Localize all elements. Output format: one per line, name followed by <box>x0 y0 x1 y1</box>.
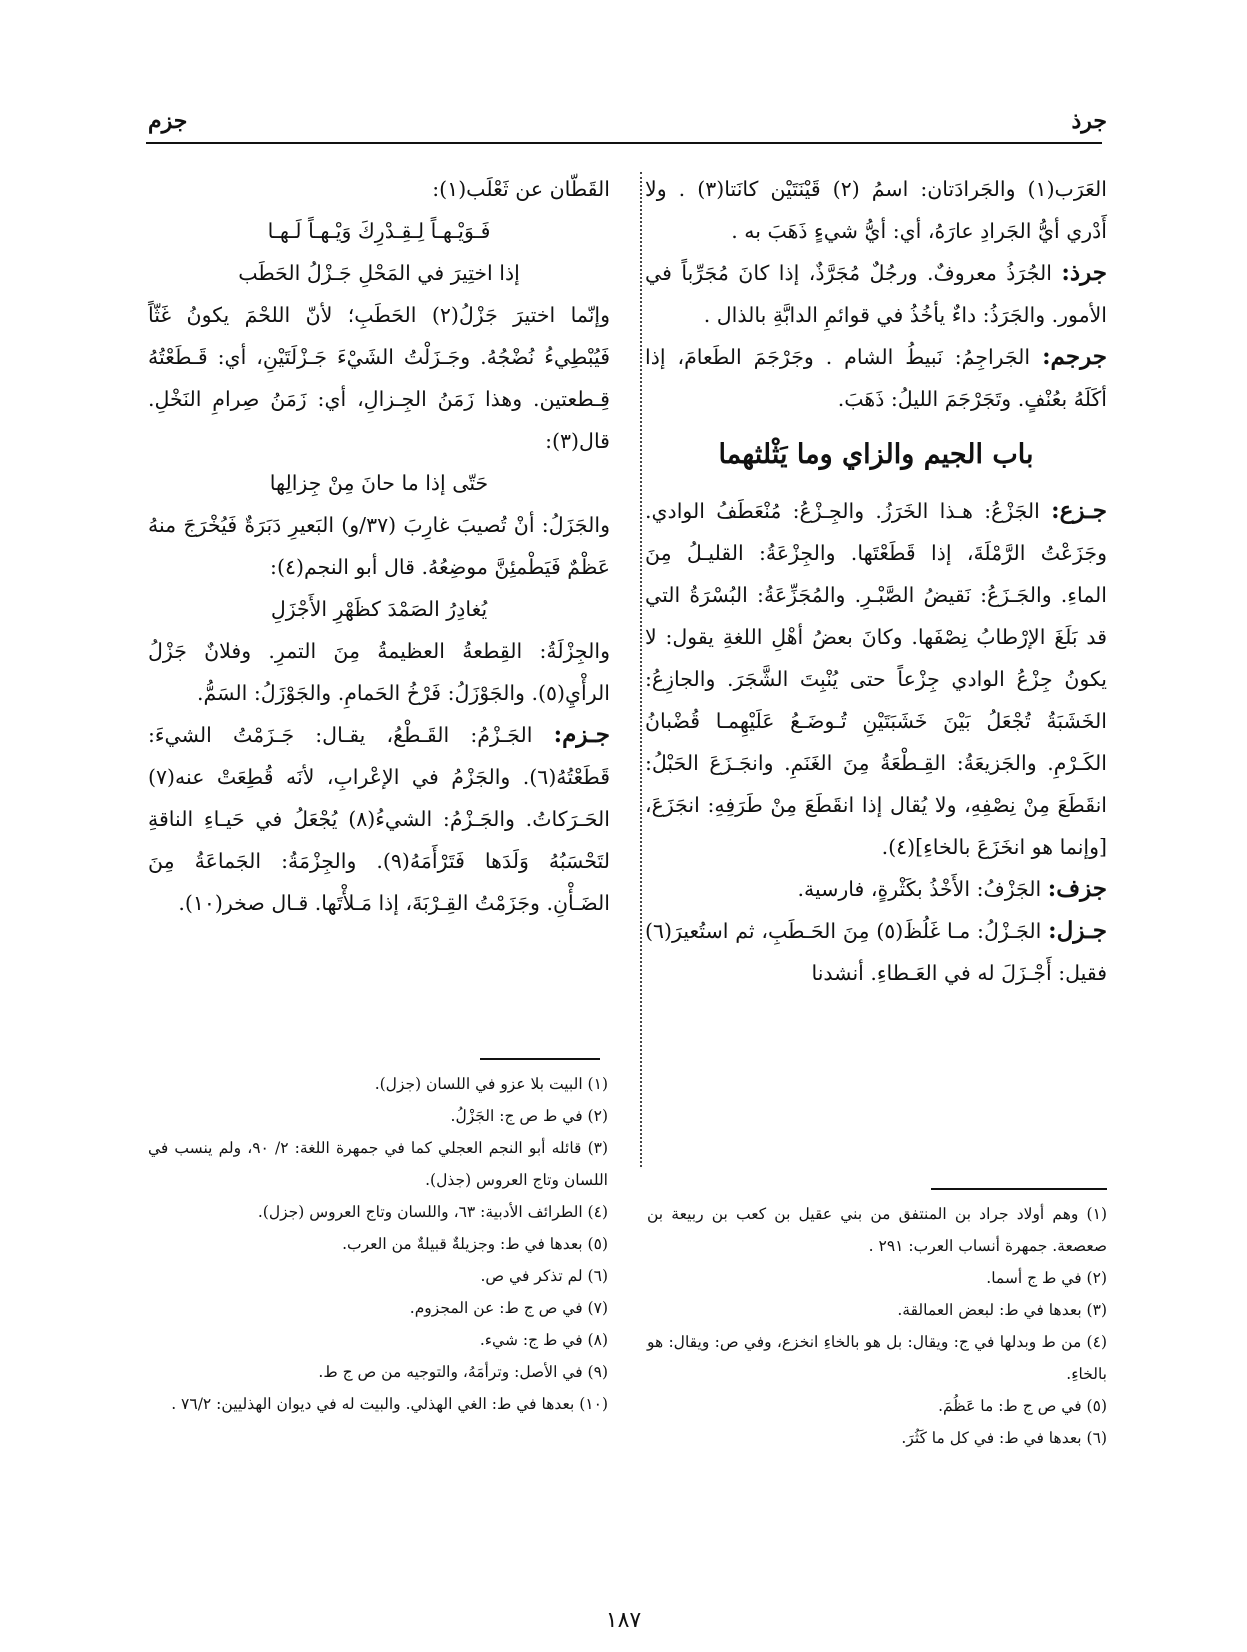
running-head-left: جزم <box>148 108 188 134</box>
left-column <box>148 168 610 924</box>
entry-text: الجَزْفُ: الأَخْذُ بكَثْرةٍ، فارسية. <box>797 877 1048 901</box>
footnotes-right <box>647 1198 1107 1454</box>
footnote: (٦) بعدها في ط: في كل ما كَثُرَ. <box>901 1429 1107 1447</box>
running-head-right: جرذ <box>1071 108 1107 134</box>
headword: جرذ: <box>1061 259 1107 286</box>
footnote: (٣) قائله أبو النجم العجلي كما في جمهرة اللغة: ٢/ ٩٠، ولم ينسب في اللسان وتاج العروس (جذل). <box>148 1139 609 1189</box>
footnote: (٧) في ص ج ط: عن المجزوم. <box>409 1299 608 1317</box>
footnote: (١) وهم أولاد جراد بن المنتفق من بني عقيل بن كعب بن ربيعة بن صعصعة. جمهرة أنساب العرب: ٢٩١ . <box>647 1205 1107 1255</box>
entry-jz3 <box>645 490 1107 868</box>
entry-jzf <box>645 868 1107 910</box>
footnote-rule-left <box>480 1058 600 1060</box>
body-paragraph: والجِزْلَةُ: القِطعةُ العظيمةُ مِنَ التمرِ. وفلانٌ جَزْلُ الرأْيِ(٥). والجَوْزَلُ: فَرْخُ الحَمامِ. والجَوْزَلُ: السَمُّ. <box>148 639 610 705</box>
column-divider <box>640 172 642 1167</box>
right-column <box>645 168 1107 994</box>
footnote: (٥) في ص ج ط: ما عَظُمَ. <box>938 1397 1107 1415</box>
footnote: (٨) في ط ج: شيء. <box>479 1331 608 1349</box>
body-paragraph: وإنّما اختيرَ جَزْلُ(٢) الحَطَبِ؛ لأنّ اللحْمَ يكونُ غَثّاً فَيُبْطِيءُ نُضْجُهُ. وجَـزَلْتُ الشَيْءَ جَـزْلَتَيْنِ، أي: قَـطَعْتُهُ قِـطعتين. وهذا زَمَنُ الجِـزالِ، أي: زَمَنُ صِرامِ النَخْلِ. قال(٣): <box>148 303 610 453</box>
verse-line: يُغادِرُ الصَمْدَ كظَهْرِ الأَجْزَلِ <box>270 597 488 621</box>
page-number: ١٨٧ <box>605 1608 642 1633</box>
footnote: (٢) في ط ص ج: الجَزْلُ. <box>450 1107 608 1125</box>
footnote: (١) البيت بلا عزو في اللسان (جزل). <box>374 1075 608 1093</box>
verse-line: فَـوَيْـهـاً لِـقِـدْرِكَ وَيْـهـاً لَـهـا <box>267 219 491 243</box>
header-rule <box>146 142 1102 144</box>
entry-text: الجُرَذُ معروفٌ. ورجُلٌ مُجَرَّذٌ، إذا كانَ مُجَرِّباً في الأمور. والجَرَذُ: داءٌ يأخُذُ في قوائمِ الدابَّةِ بالذال . <box>645 261 1107 327</box>
footnote: (٤) الطرائف الأدبية: ٦٣، واللسان وتاج العروس (جزل). <box>257 1203 608 1221</box>
footnote: (٥) بعدها في ط: وجزيلةٌ قبيلةٌ من العرب. <box>342 1235 608 1253</box>
footnote: (٣) بعدها في ط: لبعض العمالقة. <box>897 1301 1107 1319</box>
continuation-paragraph: العَرَب(١) والجَرادَتان: اسمُ (٢) قَيْنَتَيْن كانَتا(٣) . ولا أَدْري أيُّ الجَرادِ عارَهُ، أي: أيُّ شيءٍ ذَهَبَ به . <box>645 177 1108 243</box>
headword: جرجم: <box>1042 343 1107 370</box>
headword: جـزم: <box>553 721 610 748</box>
chapter-title: باب الجيم والزاي وما يَثْلثهما <box>718 439 1034 470</box>
entry-jrjm <box>645 336 1107 420</box>
verse-line: حَتّى إذا ما حانَ مِنْ جِزالِها <box>269 471 489 495</box>
entry-text: الجَـزْلُ: مـا غَلُظَ(٥) مِنَ الحَـطَبِ، ثم استُعيرَ(٦) فقيل: أَجْـزَلَ له في العَـطاءِ. أنشدنا <box>645 919 1107 985</box>
footnote: (٦) لم تذكر في ص. <box>480 1267 608 1285</box>
footnote: (٤) من ط وبدلها في ج: ويقال: بل هو بالخاءِ انخزع، وفي ص: ويقال: هو بالخاءِ. <box>647 1333 1107 1383</box>
entry-text: الجَزْعُ: هـذا الخَرَزُ. والجِـزْعُ: مُنْعَطَفُ الوادي. وجَزَعْتُ الرَّمْلَةَ، إذا قَطَعْتَها. والجِزْعَةُ: القليـلُ مِنَ الماءِ. والجَـزَعُ: نَقيضُ الصَّبْـرِ. والمُجَزِّعَةُ: البُسْرَةُ التي قد بَلَغَ الإرْطابُ نِصْفَها. وكانَ بعضُ أهْلِ اللغةِ يقول: لا يكونُ جِزْعُ الوادي جِزْعاً حتى يُنْبِتَ الشَّجَرَ. والجازِعُ: الخَشَبَةُ تُجْعَلُ بَيْنَ خَشَبَتَيْنِ تُـوضَـعُ عَلَيْهِمـا قُضْبانُ الكَـرْمِ. والجَزيعَةُ: القِـطْعَةُ مِنَ الغَنَمِ. وانجَـزَعَ الحَبْلُ: انقَطَعَ مِنْ نِصْفِهِ، ولا يُقال إذا انقَطَعَ مِنْ طَرَفِهِ: انجَزَعَ، [وإنما هو انخَزَعَ بالخاءِ](٤). <box>645 499 1107 859</box>
footnote-rule-right <box>931 1188 1107 1190</box>
headword: جـزع: <box>1051 497 1107 524</box>
entry-jzm <box>148 714 610 924</box>
footnote: (٢) في ط ج أسما. <box>986 1269 1107 1287</box>
footnotes-left <box>148 1068 608 1420</box>
headword: جـزل: <box>1048 917 1107 944</box>
headword: جزف: <box>1047 875 1107 902</box>
entry-text: الجَـزْمُ: القَـطْعُ، يقـال: جَـزَمْتُ الشيءَ: قَطَعْتُهُ(٦). والجَزْمُ في الإعْرابِ، لأنَه قُطِعَتْ عنه(٧) الحَـرَكاتُ. والجَـزْمُ: الشيءُ(٨) يُجْعَلُ في حَيـاءِ الناقةِ لتَحْسَبُهُ وَلَدَها فَتَرْأَمَهُ(٩). والجِزْمَةُ: الجَماعَةُ مِنَ الضَـأْنِ. وجَزَمْتُ القِـرْبَةَ، إذا مَـلأْتَها. قـال صخر(١٠). <box>148 723 610 915</box>
verse-line: إذا اختِيرَ في المَحْلِ جَـزْلُ الحَطَب <box>238 261 520 285</box>
footnote: (١٠) بعدها في ط: الغي الهذلي. والبيت له في ديوان الهذليين: ٧٦/٢ . <box>171 1395 608 1413</box>
entry-text: الجَراجِمُ: نَبيطُ الشام . وجَرْجَمَ الطَعامَ، إذا أكَلَهُ بعُنْفٍ. وتَجَرْجَمَ الليلُ: ذَهَبَ. <box>645 345 1107 411</box>
continuation-paragraph: القَطّان عن ثَعْلَب(١): <box>432 177 610 201</box>
body-paragraph: والجَزَلُ: أنْ تُصيبَ غارِبَ (٣٧/و) البَعيرِ دَبَرَةٌ فَيُخْرَجَ منهُ عَظْمٌ فَيَطْمئِنَّ موضِعُهُ. قال أبو النجم(٤): <box>148 513 610 579</box>
entry-jrdh <box>645 252 1107 336</box>
footnote: (٩) في الأصل: وترأمَهُ، والتوجيه من ص ج ط. <box>318 1363 608 1381</box>
entry-jzl <box>645 910 1107 994</box>
